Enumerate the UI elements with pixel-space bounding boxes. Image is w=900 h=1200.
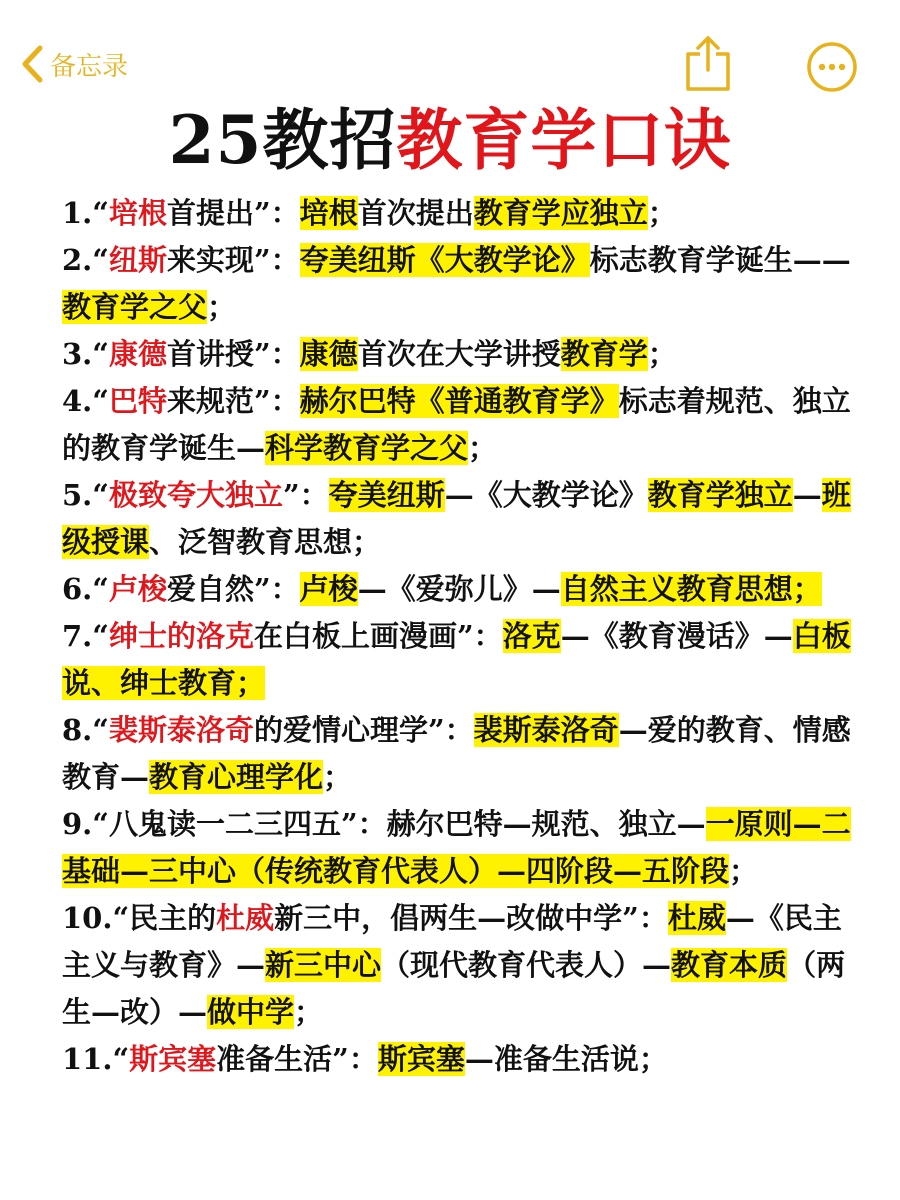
text-segment: 4.“ (62, 384, 109, 418)
highlighted-text: 卢梭 (299, 572, 358, 606)
list-item (62, 237, 852, 331)
text-segment: 来规范”： (166, 384, 300, 418)
back-label: 备忘录 (50, 51, 129, 82)
keyword-red: 绅士的洛克 (108, 619, 254, 653)
highlighted-text: 教育心理学化 (149, 760, 324, 794)
highlighted-text: 夸美纽斯 (328, 478, 445, 512)
text-segment: 9.“八鬼读一二三四五”：赫尔巴特—规范、独立— (62, 807, 706, 841)
text-segment: 8.“ (62, 713, 109, 747)
highlighted-text: 教育学之父 (62, 290, 208, 324)
text-segment: 来实现”： (166, 243, 300, 277)
text-segment: 标志着规范、独立的教育学诞生— (62, 384, 851, 465)
text-segment: 首讲授”： (166, 337, 300, 371)
highlighted-text: 洛克 (502, 619, 561, 653)
highlighted-text: 班级授课 (62, 478, 851, 559)
highlighted-text: 科学教育学之父 (265, 431, 469, 465)
text-segment: 新三中，倡两生—改做中学”： (274, 901, 668, 935)
text-segment: 3.“ (62, 337, 109, 371)
list-item (62, 378, 852, 472)
text-segment: —准备生活说； (464, 1042, 668, 1076)
title-part-red: 教育学口诀 (396, 101, 732, 179)
text-segment: ； (294, 995, 324, 1029)
text-segment: 首次在大学讲授 (357, 337, 561, 371)
keyword-red: 杜威 (216, 901, 275, 935)
highlighted-text: 康德 (299, 337, 358, 371)
highlighted-text: 斯宾塞 (377, 1042, 465, 1076)
list-item (62, 1036, 852, 1083)
text-segment: 爱自然”： (166, 572, 300, 606)
text-segment: 2.“ (62, 243, 109, 277)
chevron-left-icon (20, 44, 46, 84)
more-button[interactable] (806, 41, 858, 97)
list-item (62, 566, 852, 613)
text-segment: —《大教学论》 (444, 478, 648, 512)
text-segment: 、泛智教育思想； (149, 525, 382, 559)
text-segment: ； (647, 337, 677, 371)
highlighted-text: 白板说、绅士教育； (62, 619, 851, 700)
text-segment: —《爱弥儿》— (357, 572, 561, 606)
text-segment: 标志教育学诞生—— (589, 243, 851, 277)
text-segment: 的爱情心理学”： (253, 713, 474, 747)
list-item (62, 613, 852, 707)
page-title (0, 100, 900, 180)
highlighted-text: 教育本质 (671, 948, 788, 982)
highlighted-text: 教育学应独立 (473, 196, 648, 230)
text-segment: ； (323, 760, 353, 794)
title-part-black: 25教招 (168, 101, 397, 179)
keyword-red: 斯宾塞 (129, 1042, 217, 1076)
text-segment: — (792, 478, 822, 512)
list-item (62, 707, 852, 801)
text-segment: —爱的教育、情感教育— (62, 713, 851, 794)
list-item (62, 895, 852, 1036)
share-button[interactable] (684, 34, 732, 96)
highlighted-text: 赫尔巴特《普通教育学》 (299, 384, 619, 418)
note-body (62, 190, 852, 1083)
text-segment: 首提出”： (166, 196, 300, 230)
text-segment: 5.“ (62, 478, 109, 512)
keyword-red: 卢梭 (108, 572, 167, 606)
text-segment: —《教育漫话》— (560, 619, 793, 653)
text-segment: 10.“民主的 (62, 901, 217, 935)
highlighted-text: 杜威 (667, 901, 726, 935)
text-segment: ； (207, 290, 237, 324)
text-segment: —《民主主义与教育》— (62, 901, 842, 982)
keyword-red: 巴特 (108, 384, 167, 418)
share-icon (684, 34, 732, 92)
highlighted-text: 教育学独立 (647, 478, 793, 512)
text-segment: （现代教育代表人）— (381, 948, 672, 982)
highlighted-text: 教育学 (560, 337, 648, 371)
text-segment: ； (729, 854, 759, 888)
text-segment: ； (647, 196, 677, 230)
text-segment: ”： (282, 478, 329, 512)
keyword-red: 极致夸大独立 (108, 478, 283, 512)
list-item (62, 472, 852, 566)
text-segment: ； (468, 431, 498, 465)
highlighted-text: 做中学 (207, 995, 295, 1029)
text-segment: （两生—改）— (62, 948, 846, 1029)
keyword-red: 培根 (108, 196, 167, 230)
list-item (62, 190, 852, 237)
text-segment: 在白板上画漫画”： (253, 619, 503, 653)
keyword-red: 康德 (108, 337, 167, 371)
text-segment: 1.“ (62, 196, 109, 230)
keyword-red: 裴斯泰洛奇 (108, 713, 254, 747)
highlighted-text: 裴斯泰洛奇 (473, 713, 619, 747)
keyword-red: 纽斯 (108, 243, 167, 277)
highlighted-text: 培根 (299, 196, 358, 230)
highlighted-text: 自然主义教育思想； (560, 572, 822, 606)
highlighted-text: 新三中心 (265, 948, 382, 982)
list-item (62, 331, 852, 378)
text-segment: 首次提出 (357, 196, 474, 230)
list-item (62, 801, 852, 895)
highlighted-text: 夸美纽斯《大教学论》 (299, 243, 590, 277)
text-segment: 6.“ (62, 572, 109, 606)
back-button[interactable] (20, 44, 128, 84)
more-icon (806, 41, 858, 93)
highlighted-text: 一原则—二基础—三中心（传统教育代表人）—四阶段—五阶段 (62, 807, 851, 888)
text-segment: 准备生活”： (216, 1042, 378, 1076)
text-segment: 11.“ (62, 1042, 130, 1076)
text-segment: 7.“ (62, 619, 109, 653)
